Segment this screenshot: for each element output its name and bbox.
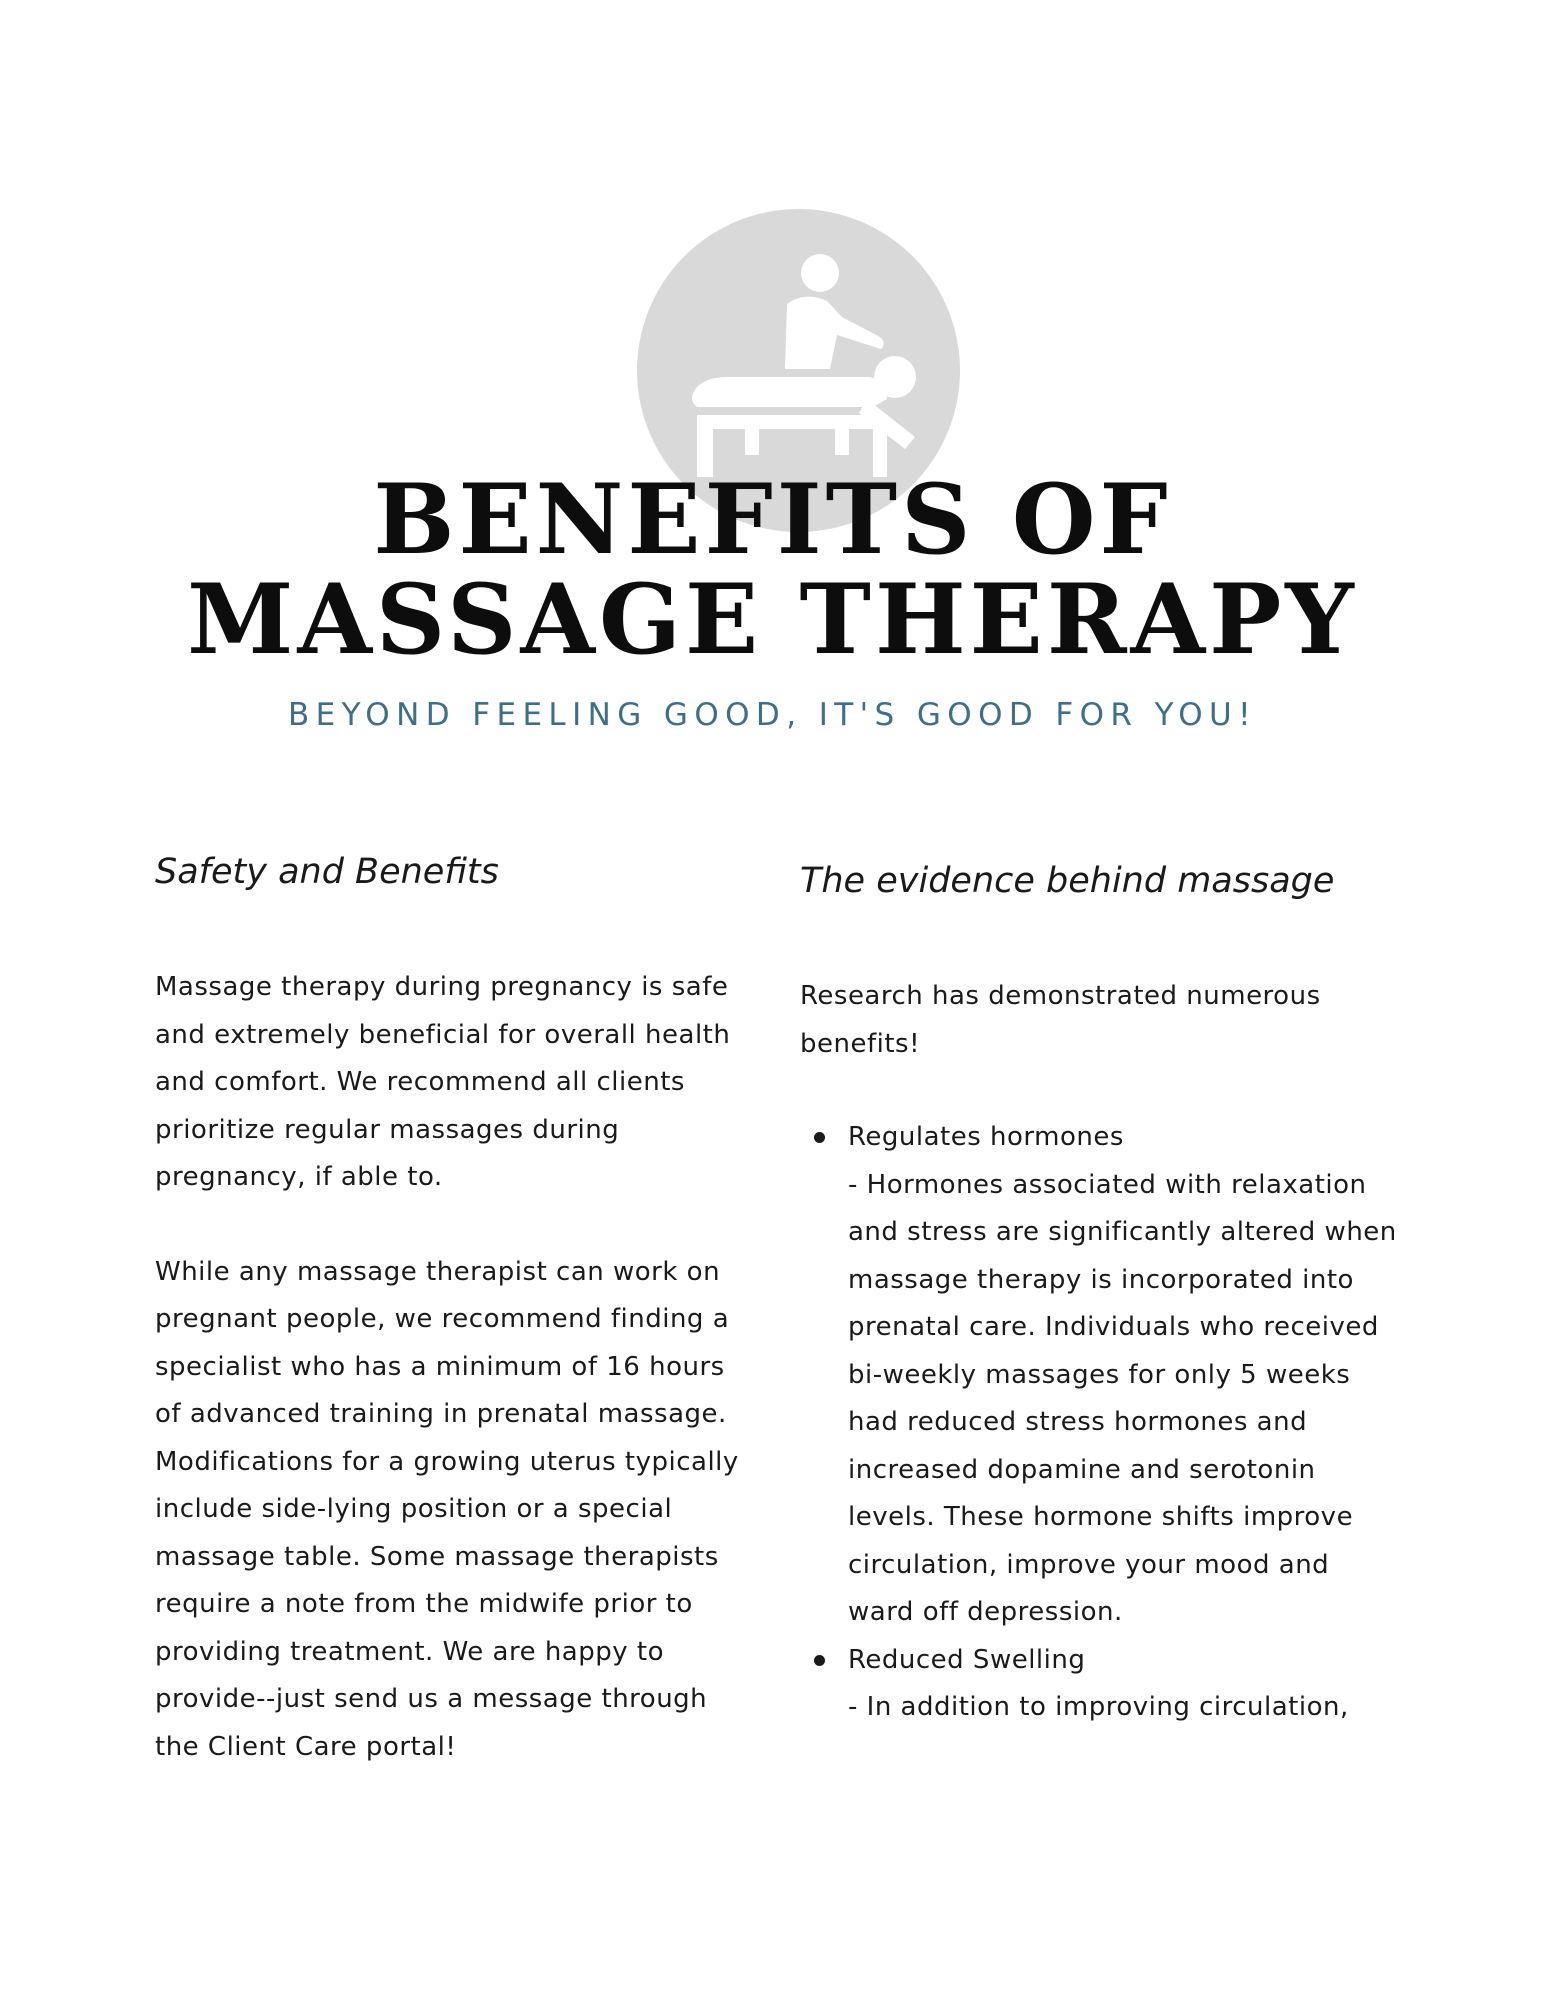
benefit-title: Regulates hormones bbox=[848, 1122, 1124, 1152]
benefit-title: Reduced Swelling bbox=[848, 1644, 1086, 1675]
right-column bbox=[800, 842, 1400, 1732]
benefits-list bbox=[800, 1114, 1400, 1732]
benefit-detail: - Hormones associated with relaxation and stress are significantly altered when massage therapy is incorporated into prenatal care. Individuals who received bi-weekly massages for only 5 weeks had reduced stress hormones and increased dopamine and serotonin levels. These hormone shifts improve circulation, improve your mood and ward off depression. bbox=[848, 1169, 1397, 1627]
page-title bbox=[0, 463, 1545, 676]
bullet-icon bbox=[814, 1132, 825, 1143]
left-column bbox=[155, 842, 755, 1771]
title-line-2: MASSAGE THERAPY bbox=[187, 563, 1358, 676]
left-paragraph-2: While any massage therapist can work on pregnant people, we recommend finding a specialist who has a minimum of 16 hours of advanced training in prenatal massage. Modifications for a growing uterus typically include side-lying position or a special massage table. Some massage therapists require a note from the midwife prior to providing treatment. We are happy to provide--just send us a message through the Client Care portal! bbox=[155, 1256, 739, 1762]
list-item bbox=[800, 1114, 1400, 1637]
left-heading: Safety and Benefits bbox=[155, 852, 499, 892]
right-heading: The evidence behind massage bbox=[800, 861, 1335, 901]
title-line-1: BENEFITS OF bbox=[373, 463, 1172, 576]
list-item bbox=[800, 1637, 1400, 1732]
right-intro: Research has demonstrated numerous benefits! bbox=[800, 981, 1321, 1059]
left-paragraph-1: Massage therapy during pregnancy is safe and extremely beneficial for overall health and comfort. We recommend all clients prioritize regular massages during pregnancy, if able to. bbox=[155, 972, 731, 1192]
benefit-detail: - In addition to improving circulation, bbox=[848, 1692, 1349, 1722]
page-subtitle: BEYOND FEELING GOOD, IT'S GOOD FOR YOU! bbox=[288, 697, 1257, 733]
bullet-icon bbox=[814, 1655, 825, 1666]
